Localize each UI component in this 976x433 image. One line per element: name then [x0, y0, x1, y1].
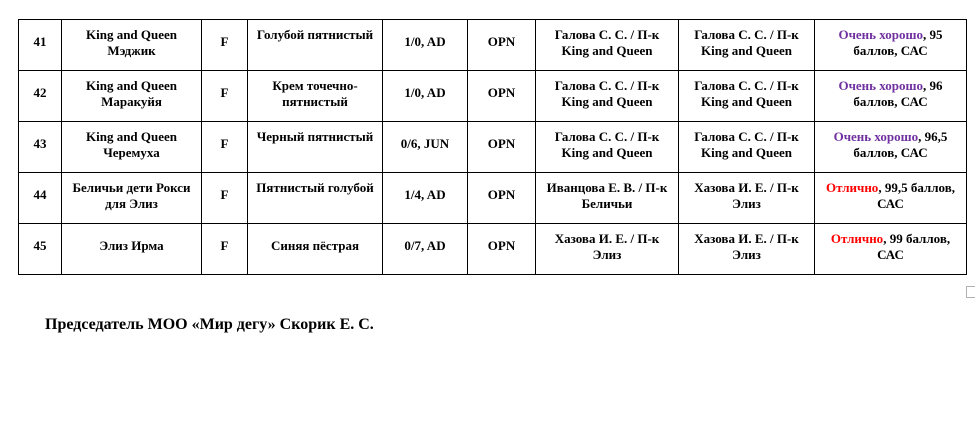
- cell-color: [248, 20, 383, 71]
- cell-name: [62, 224, 202, 275]
- cell-breeder: [536, 224, 679, 275]
- cell-class-text: OPN: [487, 136, 516, 151]
- cell-sex: [202, 20, 248, 71]
- cell-age: [383, 173, 468, 224]
- cell-grade: [815, 20, 967, 71]
- cell-sex-text: F: [220, 238, 229, 253]
- grade-details: , 99 баллов, САС: [877, 231, 951, 262]
- cell-num-text: 44: [33, 187, 47, 202]
- cell-grade: [815, 71, 967, 122]
- cell-sex-text: F: [220, 85, 229, 100]
- cell-name: [62, 71, 202, 122]
- table-row: [19, 173, 967, 224]
- cell-owner: [679, 173, 815, 224]
- cell-age-text: 0/7, AD: [404, 238, 446, 253]
- cell-name-text: King and Queen Черемуха: [85, 129, 178, 160]
- cell-num: [19, 20, 62, 71]
- page-edge-marker: [966, 286, 975, 298]
- cell-color-text: Синяя пёстрая: [270, 238, 360, 253]
- cell-class: [468, 71, 536, 122]
- cell-color-text: Голубой пятнистый: [256, 27, 374, 42]
- grade-details: , 99,5 баллов, САС: [877, 180, 955, 211]
- cell-class-text: OPN: [487, 238, 516, 253]
- cell-owner: [679, 20, 815, 71]
- cell-num: [19, 173, 62, 224]
- cell-sex: [202, 224, 248, 275]
- grade-details: , 96,5 баллов, САС: [853, 129, 948, 160]
- table-row: [19, 224, 967, 275]
- cell-num: [19, 71, 62, 122]
- cell-sex: [202, 71, 248, 122]
- cell-color: [248, 173, 383, 224]
- cell-age: [383, 71, 468, 122]
- table-row: [19, 20, 967, 71]
- cell-name-text: King and Queen Мэджик: [85, 27, 178, 58]
- cell-class-text: OPN: [487, 85, 516, 100]
- cell-age-text: 0/6, JUN: [400, 136, 450, 151]
- cell-sex: [202, 173, 248, 224]
- cell-owner-text: Галова С. С. / П-к King and Queen: [694, 27, 799, 58]
- cell-age-text: 1/4, AD: [404, 187, 446, 202]
- cell-sex-text: F: [220, 136, 229, 151]
- cell-name: [62, 122, 202, 173]
- cell-color-text: Крем точечно-пятнистый: [272, 78, 358, 109]
- grade-label: Очень хорошо: [838, 27, 924, 42]
- cell-breeder: [536, 122, 679, 173]
- cell-owner-text: Хазова И. Е. / П-к Элиз: [694, 180, 799, 211]
- cell-breeder-text: Хазова И. Е. / П-к Элиз: [554, 231, 660, 262]
- cell-age-text: 1/0, AD: [404, 34, 446, 49]
- cell-class: [468, 224, 536, 275]
- cell-owner-text: Галова С. С. / П-к King and Queen: [694, 129, 799, 160]
- cell-num-text: 42: [33, 85, 47, 100]
- cell-color-text: Пятнистый голубой: [256, 180, 374, 195]
- cell-class-text: OPN: [487, 187, 516, 202]
- grade-label: Очень хорошо: [838, 78, 924, 93]
- cell-name-text: King and Queen Маракуйя: [85, 78, 178, 109]
- table-body: [19, 20, 967, 275]
- cell-owner-text: Хазова И. Е. / П-к Элиз: [694, 231, 799, 262]
- grade-label: Отлично: [830, 231, 884, 246]
- cell-num-text: 43: [33, 136, 47, 151]
- cell-breeder-text: Галова С. С. / П-к King and Queen: [554, 129, 660, 160]
- cell-grade: [815, 122, 967, 173]
- grade-label: Очень хорошо: [833, 129, 919, 144]
- cell-num: [19, 122, 62, 173]
- grade-details: , 96 баллов, САС: [853, 78, 943, 109]
- cell-owner: [679, 224, 815, 275]
- cell-num: [19, 224, 62, 275]
- cell-age: [383, 20, 468, 71]
- chairman-signature-line: Председатель МОО «Мир дегу» Скорик Е. С.: [45, 316, 374, 333]
- cell-age: [383, 224, 468, 275]
- cell-sex-text: F: [220, 187, 229, 202]
- grade-details: , 95 баллов, САС: [853, 27, 943, 58]
- table-row: [19, 71, 967, 122]
- cell-num-text: 45: [33, 238, 47, 253]
- cell-owner: [679, 71, 815, 122]
- cell-name: [62, 173, 202, 224]
- cell-age: [383, 122, 468, 173]
- cell-color: [248, 224, 383, 275]
- cell-breeder: [536, 173, 679, 224]
- cell-breeder-text: Галова С. С. / П-к King and Queen: [554, 78, 660, 109]
- cell-grade: [815, 224, 967, 275]
- cell-color-text: Черный пятнистый: [256, 129, 374, 144]
- cell-num-text: 41: [33, 34, 47, 49]
- cell-color: [248, 71, 383, 122]
- cell-name: [62, 20, 202, 71]
- cell-class: [468, 20, 536, 71]
- table-row: [19, 122, 967, 173]
- grade-label: Отлично: [826, 180, 879, 195]
- cell-class: [468, 173, 536, 224]
- cell-color: [248, 122, 383, 173]
- cell-breeder-text: Иванцова Е. В. / П-к Беличьи: [546, 180, 668, 211]
- cell-class: [468, 122, 536, 173]
- cell-name-text: Элиз Ирма: [99, 238, 164, 253]
- cell-sex-text: F: [220, 34, 229, 49]
- cell-breeder: [536, 71, 679, 122]
- cell-breeder: [536, 20, 679, 71]
- cell-owner: [679, 122, 815, 173]
- cell-sex: [202, 122, 248, 173]
- cell-name-text: Беличьи дети Рокси для Элиз: [72, 180, 191, 211]
- cell-breeder-text: Галова С. С. / П-к King and Queen: [554, 27, 660, 58]
- cell-class-text: OPN: [487, 34, 516, 49]
- results-table: [18, 19, 967, 275]
- cell-grade: [815, 173, 967, 224]
- cell-age-text: 1/0, AD: [404, 85, 446, 100]
- cell-owner-text: Галова С. С. / П-к King and Queen: [694, 78, 799, 109]
